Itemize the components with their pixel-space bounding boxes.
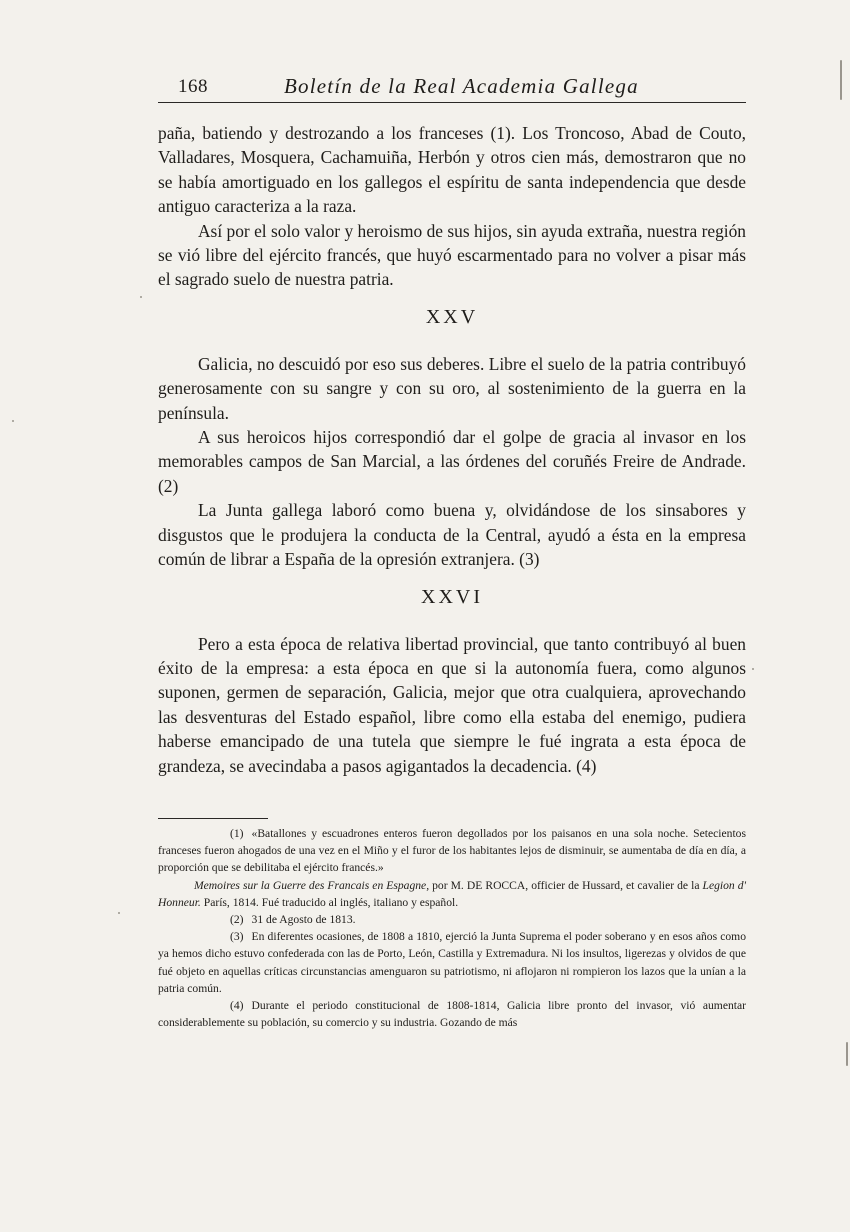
footnote-1-citation bbox=[158, 877, 746, 911]
paragraph-1: paña, batiendo y destrozando a los franceses (1). Los Troncoso, Abad de Couto, Valladares, Mosquera, Cachamuiña, Herbón y otros cien más, demostraron que no se había amortiguado en los gallegos el espíritu de santa independencia que desde antiguo caracteriza a la raza. bbox=[158, 123, 746, 217]
footnote-separator bbox=[158, 818, 268, 819]
page-number: 168 bbox=[178, 76, 208, 97]
paragraph-4: A sus heroicos hijos correspondió dar el golpe de gracia al invasor en los memorables campos de San Marcial, a las órdenes del coruñés Freire de Andrade. (2) bbox=[158, 427, 746, 496]
paragraph-2: Así por el solo valor y heroismo de sus hijos, sin ayuda extraña, nuestra región se vió libre del ejército francés, que huyó escarmentado para no volver a pisar más el sagrado suelo de nuestra patria. bbox=[158, 220, 746, 290]
footnote-2-ref: (2) bbox=[230, 913, 244, 927]
footnote-1 bbox=[158, 825, 746, 877]
citation-legion: Legion d' Honneur. bbox=[158, 878, 747, 909]
scan-speck bbox=[118, 912, 120, 914]
section-heading-xxv: XXV bbox=[425, 305, 479, 328]
scan-speck bbox=[12, 420, 14, 422]
citation-end: París, 1814. Fué traducido al inglés, italiano y español. bbox=[200, 895, 459, 909]
paragraph-3: Galicia, no descuidó por eso sus deberes. Libre el suelo de la patria contribuyó generosamente con su sangre y con su oro, al sostenimiento de la guerra en la península. bbox=[158, 353, 746, 423]
citation-author: por M. DE ROCCA, officier de Hussard, et cavalier de la bbox=[429, 878, 703, 892]
body-text bbox=[158, 121, 746, 778]
scan-mark bbox=[846, 1042, 848, 1066]
footnote-4-ref: (4) bbox=[230, 999, 244, 1013]
paragraph-5: La Junta gallega laboró como buena y, olvidándose de los sinsabores y disgustos que le produjera la conducta de la Central, ayudó a ésta en la empresa común de librar a España de la opresión extranjera. (3) bbox=[158, 500, 746, 570]
scan-mark bbox=[840, 60, 842, 100]
footnote-3-ref: (3) bbox=[230, 930, 244, 944]
paragraph-6: Pero a esta época de relativa libertad provincial, que tanto contribuyó al buen éxito de la empresa: a esta época en que si la autonomía fuera, como algunos suponen, germen de separación, Galicia, mejor que otra cualquiera, aprovechando las desventuras del Estado español, libre como ella estaba del enemigo, pudiera haberse emancipado de una tutela que siempre le fué ingrata a esta época de grandeza, se avecindaba a pasos agigantados la decadencia. (4) bbox=[158, 633, 746, 776]
footnote-1-text: «Batallones y escuadrones enteros fueron degollados por los paisanos en una sola noche. Setecientos franceses fueron ahogados de una vez en el Miño y el furor de los habitantes lejos de disminuir, se aumentaba de día en día, a proporción que se debilitaba el ejército francés.» bbox=[158, 827, 746, 875]
citation-title: Memoires sur la Guerre des Francais en Espagne, bbox=[194, 878, 430, 892]
footnote-2-text: 31 de Agosto de 1813. bbox=[251, 913, 356, 927]
footnote-3-text: En diferentes ocasiones, de 1808 a 1810, ejerció la Junta Suprema el poder soberano y en esos años como ya hemos dicho estuvo confederada con las de Porto, León, Castilla y Extremadura. Ni los insultos, ligerezas y olvidos de que fué objeto en aquellas críticas circunstancias amenguaron su patriotismo, ni aflojaron ni rompieron los lazos que la unían a la patria común. bbox=[158, 930, 746, 995]
footnote-2 bbox=[158, 911, 746, 928]
footnote-4-text: Durante el periodo constitucional de 1808-1814, Galicia libre pronto del invasor, vió aumentar considerablemente su población, su comercio y su industria. Gozando de más bbox=[158, 999, 746, 1030]
scan-speck bbox=[140, 296, 142, 298]
page-header bbox=[158, 72, 746, 103]
running-title: Boletín de la Real Academia Gallega bbox=[284, 74, 639, 98]
footnote-4 bbox=[158, 997, 746, 1031]
scan-speck bbox=[752, 668, 754, 670]
footnotes bbox=[158, 825, 746, 1031]
footnote-3 bbox=[158, 928, 746, 997]
footnote-1-ref: (1) bbox=[230, 827, 244, 840]
section-heading-xxvi: XXVI bbox=[421, 585, 483, 608]
